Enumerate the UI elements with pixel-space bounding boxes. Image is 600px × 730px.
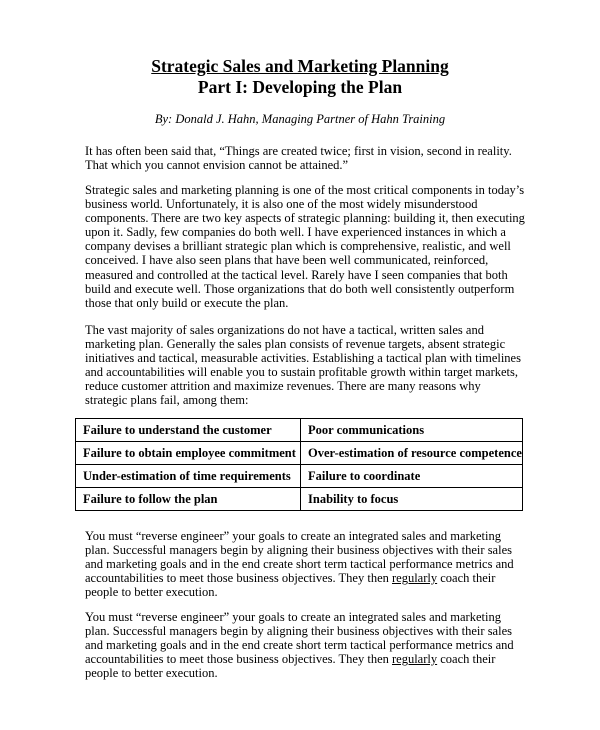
- paragraph-sales-organizations: The vast majority of sales organizations do not have a tactical, written sales and marketing plan. Generally the sales plan consists of revenue targets, absent strategic initiatives and tactical, measurable activities. Establishing a tactical plan with timelines and accountabilities will enable you to sustain profitable growth within target markets, reduce customer attrition and maximize revenues. There are many reasons why strategic plans fail, among them:: [85, 323, 521, 408]
- author-byline: By: Donald J. Hahn, Managing Partner of Hahn Training: [154, 112, 446, 126]
- underlined-word: regularly: [392, 571, 438, 586]
- table-cell: Failure to understand the customer: [76, 419, 301, 442]
- table-row: [76, 442, 523, 465]
- table-cell: Inability to focus: [301, 488, 523, 511]
- table-cell: Failure to follow the plan: [76, 488, 301, 511]
- paragraph-text: coach their people to better execution.: [85, 652, 496, 681]
- table-row: [76, 465, 523, 488]
- table-row: [76, 488, 523, 511]
- document-title: Strategic Sales and Marketing Planning: [151, 56, 449, 76]
- table-cell: Poor communications: [301, 419, 523, 442]
- table-cell: Failure to coordinate: [301, 465, 523, 488]
- table-cell: Over-estimation of resource competence: [301, 442, 523, 465]
- plan-failure-reasons-table: [75, 418, 523, 511]
- paragraph-reverse-engineer-1: [85, 529, 525, 599]
- table-cell: Under-estimation of time requirements: [76, 465, 301, 488]
- paragraph-reverse-engineer-2: [85, 610, 525, 680]
- table-cell: Failure to obtain employee commitment: [76, 442, 301, 465]
- paragraph-text: You must “reverse engineer” your goals to create an integrated sales and marketing plan. Successful managers begin by aligning their business objectives with their sales and marketing goals and in the end create short term tactical performance metrics and accountabilities to meet those business objectives. They then: [85, 529, 514, 586]
- table-row: [76, 419, 523, 442]
- paragraph-strategic-planning: Strategic sales and marketing planning is one of the most critical components in today’s business world. Unfortunately, it is also one of the most widely misunderstood components. There are two key aspects of strategic planning: building it, then executing upon it. Sadly, few companies do both well. I have experienced instances in which a company devises a brilliant strategic plan which is comprehensive, realistic, and well conceived. I have also seen plans that have been well communicated, reinforced, measured and controlled at the tactical level. Rarely have I seen companies that both build and execute well. Those organizations that do both well consistently outperform those that only build or execute the plan.: [85, 183, 525, 310]
- document-subtitle: Part I: Developing the Plan: [197, 77, 403, 97]
- paragraph-intro-quote: It has often been said that, “Things are created twice; first in vision, second in reality. That which you cannot envision cannot be attained.”: [85, 144, 512, 173]
- paragraph-text: coach their people to better execution.: [85, 571, 496, 600]
- paragraph-text: You must “reverse engineer” your goals to create an integrated sales and marketing plan. Successful managers begin by aligning their business objectives with their sales and marketing goals and in the end create short term tactical performance metrics and accountabilities to meet those business objectives. They then: [85, 610, 514, 667]
- underlined-word: regularly: [392, 652, 438, 667]
